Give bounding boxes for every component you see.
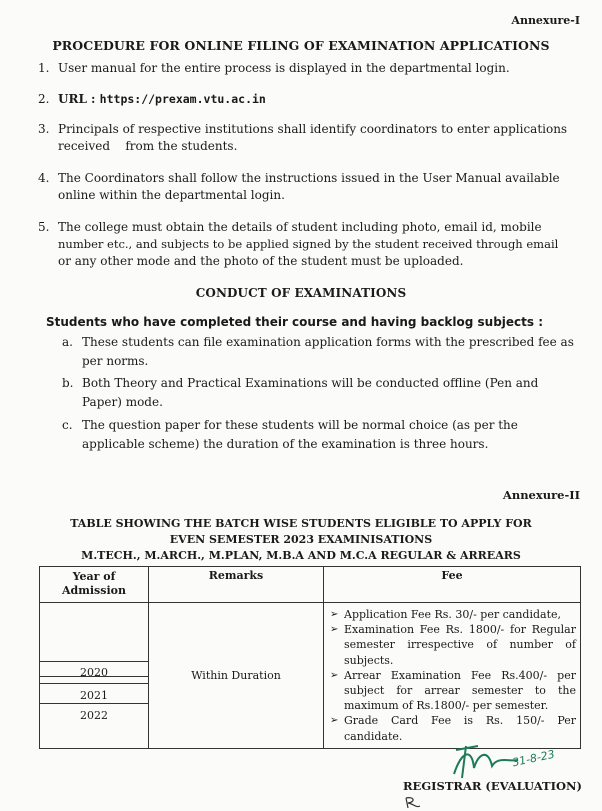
header-fee: Fee [324,567,581,603]
table-title: TABLE SHOWING THE BATCH WISE STUDENTS ELIGIBLE TO APPLY FOR EVEN SEMESTER 2023 EXAMINISATIONS M.TECH., M.ARCH., M.PLAN, M.B.A AND M.C.A REGULAR & ARREARS [70,517,532,562]
step-3: 3. Principals of respective institutions shall identify coordinators to enter applications received from the students. [38,122,568,153]
year-2020: 2020 [40,661,148,676]
header-year: Year of Admission [40,567,149,603]
students-subheading: Students who have completed their course and having backlog subjects : [46,315,544,329]
initial-mark [404,796,424,810]
step-2: 2. URL : https://prexam.vtu.ac.in [38,92,266,106]
fee-item: ➢ Grade Card Fee is Rs. 150/- Per candidate. [330,713,576,743]
signature-date: 31-8-23 [511,747,556,770]
conduct-item-a: a. These students can file examination application forms with the prescribed fee as per norms. [62,335,574,368]
step-5: 5. The college must obtain the details of student including photo, email id, mobile number etc., and subjects to be applied signed by the student received through email or any other mode and the photo of the student must be uploaded. [38,220,559,268]
fee-cell [324,603,581,749]
year-cell [40,603,149,749]
table-header-row [40,567,581,603]
registrar-designation: REGISTRAR (EVALUATION) [403,779,582,793]
fee-list [324,603,580,748]
fee-item: ➢ Arrear Examination Fee Rs.400/- per subject for arrear semester to the maximum of Rs.1800/- per semester. [330,668,576,714]
url-link[interactable]: https://prexam.vtu.ac.in [99,92,266,106]
conduct-title: CONDUCT OF EXAMINATIONS [195,286,407,300]
fee-table [39,566,581,749]
remarks-cell: Within Duration [149,603,324,749]
table-row [40,603,581,749]
year-2021: 2021 [40,683,148,703]
fee-item: ➢ Application Fee Rs. 30/- per candidate, [330,607,576,622]
conduct-item-c: c. The question paper for these students will be normal choice (as per the applicable scheme) the duration of the examination is three hours. [62,418,518,451]
annexure-2-label: Annexure-II [502,488,580,502]
header-remarks: Remarks [149,567,324,603]
fee-item: ➢ Examination Fee Rs. 1800/- for Regular semester irrespective of number of subjects. [330,622,576,668]
year-2022: 2022 [40,703,148,722]
step-1: 1. User manual for the entire process is displayed in the departmental login. [38,61,510,75]
step-4: 4. The Coordinators shall follow the instructions issued in the User Manual available online within the departmental login. [38,171,560,202]
annexure-1-label: Annexure-I [511,14,580,27]
procedure-title: PROCEDURE FOR ONLINE FILING OF EXAMINATION APPLICATIONS [52,38,550,53]
conduct-item-b: b. Both Theory and Practical Examinations will be conducted offline (Pen and Paper) mode. [62,376,539,409]
